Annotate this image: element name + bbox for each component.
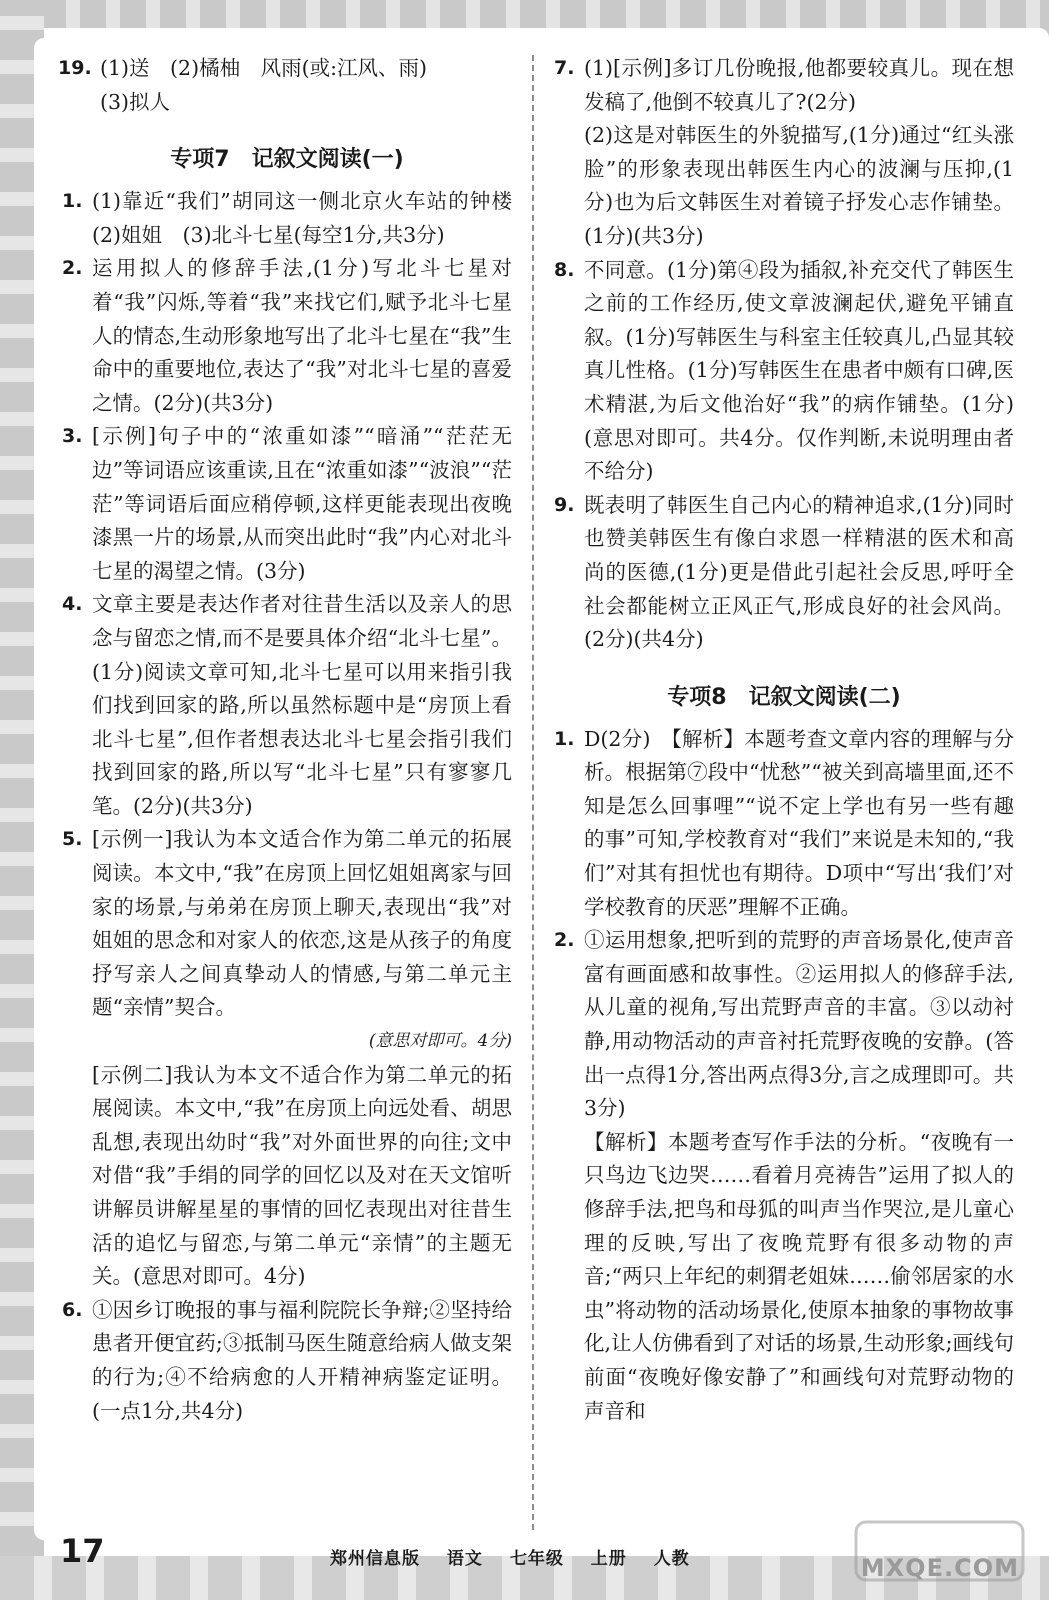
answer-item: [554, 52, 1014, 119]
answer-number: 9.: [554, 493, 575, 516]
answer-item: [62, 420, 512, 588]
answer-text: [示例二]我认为本文不适合作为第二单元的拓展阅读。本文中,“我”在房顶上向远处看、胡思乱想,表现出幼时“我”对外面世界的向往;文中对借“我”手绢的同学的回忆以及对在天文馆听讲解员讲解星星的事情的回忆表现出对往昔生活的追忆与留恋,与第二单元“亲情”的主题无关。(意思对即可。4分): [92, 1062, 512, 1289]
answer-number: 7.: [554, 57, 575, 79]
watermark-text: MXQE.COM: [860, 1554, 1019, 1582]
right-column: [554, 52, 1014, 1428]
answer-number: 5.: [62, 828, 83, 851]
answer-number: 1.: [62, 190, 83, 213]
section-title: 专项7 记叙文阅读(一): [170, 147, 404, 173]
answer-line: (3)拟人: [100, 89, 171, 114]
answer-item: [62, 1294, 512, 1428]
book-info: [330, 1544, 710, 1569]
answer-number: 19.: [58, 57, 92, 79]
grade-label: 七年级: [509, 1549, 564, 1569]
scoring-note: (意思对即可。4分): [368, 1031, 512, 1052]
answer-text: 文章主要是表达作者对往昔生活以及亲人的思念与留恋之情,而不是要具体介绍“北斗七星”。(1分)阅读文章可知,北斗七星可以用来指引我们找到回家的路,所以虽然标题中是“房顶上看北斗七星”,但作者想表达北斗七星会指引我们找到回家的路,所以写“北斗七星”只有寥寥几笔。(2分)(共3分): [92, 592, 512, 818]
answer-number: 8.: [554, 258, 575, 281]
answer-item: [554, 489, 1014, 657]
answer-text: 运用拟人的修辞手法,(1分)写北斗七星对着“我”闪烁,等着“我”来找它们,赋予北斗七星人的情态,生动形象地写出了北斗七星在“我”生命中的重要地位,表达了“我”对北斗七星的喜爱之情。(2分)(共3分): [92, 256, 512, 415]
answer-text: 【解析】本题考查写作手法的分析。“夜晚有一只鸟边飞边哭……看着月亮祷告”运用了拟人的修辞手法,把鸟和母狐的叫声当作哭泣,是儿童心理的反映,写出了夜晚荒野有很多动物的声音;“两只上年纪的刺猬老姐妹……偷邻居家的水虫”将动物的活动场景化,使原本抽象的事物故事化,让人仿佛看到了对话的场景,生动形象;画线句前面“夜晚好像安静了”和画线句对荒野动物的声音和: [584, 1129, 1014, 1423]
column-divider: [532, 55, 534, 1530]
answer-number: 2.: [554, 929, 575, 952]
answer-line: (1)送 (2)橘柚 风雨(或:江风、雨): [100, 56, 427, 80]
answer-item: [554, 924, 1014, 1126]
answer-number: 3.: [62, 425, 83, 448]
left-column: [58, 52, 533, 1428]
edition-label: 郑州信息版: [330, 1549, 420, 1569]
answer-text: (1)[示例]多订几份晚报,他都要较真儿。现在想发稿了,他倒不较真儿了?(2分): [584, 56, 1014, 114]
answer-text: 既表明了韩医生自己内心的精神追求,(1分)同时也赞美韩医生有像白求恩一样精湛的医术和高尚的医德,(1分)更是借此引起社会反思,呼吁全社会都能树立正风正气,形成良好的社会风尚。(2分)(共4分): [584, 492, 1014, 652]
answer-text: (1)靠近“我们”胡同这一侧北京火车站的钟楼 (2)姐姐 (3)北斗七星(每空1分,共3分): [92, 189, 533, 247]
answer-number: 6.: [62, 1298, 83, 1321]
answer-number: 2.: [62, 257, 83, 280]
answer-item: [554, 723, 1014, 925]
answer-text: (2)这是对韩医生的外貌描写,(1分)通过“红头涨脸”的形象表现出韩医生内心的波澜与压抑,(1分)也为后文韩医生对着镜子抒发心志作铺垫。(1分)(共3分): [584, 123, 1014, 248]
volume-label: 上册: [590, 1549, 627, 1569]
answer-text: ①运用想象,把听到的荒野的声音场景化,使声音富有画面感和故事性。②运用拟人的修辞手法,从儿童的视角,写出荒野声音的丰富。③以动衬静,用动物活动的声音衬托荒野夜晚的安静。(答出一点得1分,答出两点得3分,言之成理即可。共3分): [584, 928, 1014, 1121]
answer-number: 4.: [62, 593, 83, 616]
answer-item: [62, 823, 512, 1025]
answer-19: [58, 52, 512, 86]
page-number: 17: [60, 1532, 105, 1570]
answer-item: [62, 588, 512, 823]
answer-text: 不同意。(1分)第④段为插叙,补充交代了韩医生之前的工作经历,使文章波澜起伏,避免平铺直叙。(1分)写韩医生与科室主任较真儿,凸显其较真儿性格。(1分)写韩医生在患者中颇有口碑,医术精湛,为后文他治好“我”的病作铺垫。(1分)(意思对即可。共4分。仅作判断,未说明理由者不给分): [584, 257, 1014, 484]
answer-item: [62, 185, 533, 252]
decorative-left-border: [0, 0, 44, 1600]
answer-text: [示例一]我认为本文适合作为第二单元的拓展阅读。本文中,“我”在房顶上回忆姐姐离家与回家的场景,与弟弟在房顶上聊天,表现出“我”对姐姐的思念和对家人的依恋,这是从孩子的角度抒写亲人之间真挚动人的情感,与第二单元主题“亲情”契合。: [92, 827, 512, 1020]
publisher-label: 人教: [653, 1549, 690, 1569]
answer-number: 1.: [554, 727, 575, 750]
answer-text: [示例]句子中的“浓重如漆”“暗涌”“茫茫无边”等词语应该重读,且在“浓重如漆”“波浪”“茫茫”等词语后面应稍停顿,这样更能表现出夜晚漆黑一片的场景,从而突出此时“我”内心对北斗七星的渴望之情。(3分): [92, 424, 512, 583]
answer-text: ①因乡订晚报的事与福利院院长争辩;②坚持给患者开便宜药;③抵制马医生随意给病人做支架的行为;④不给病愈的人开精神病鉴定证明。(一点1分,共4分): [92, 1297, 512, 1423]
answer-text: D(2分) 【解析】本题考查文章内容的理解与分析。根据第⑦段中“忧愁”“被关到高墙里面,还不知是怎么回事哩”“说不定上学也有另一些有趣的事”可知,学校教育对“我们”来说是未知的,“我们”对其有担忧也有期待。D项中“写出‘我们’对学校教育的厌恶”理解不正确。: [584, 726, 1014, 919]
answer-item: [62, 252, 512, 420]
answer-item: [554, 254, 1014, 489]
section-title: 专项8 记叙文阅读(二): [667, 684, 901, 710]
decorative-top-border: [0, 0, 1049, 38]
subject-label: 语文: [446, 1549, 483, 1569]
